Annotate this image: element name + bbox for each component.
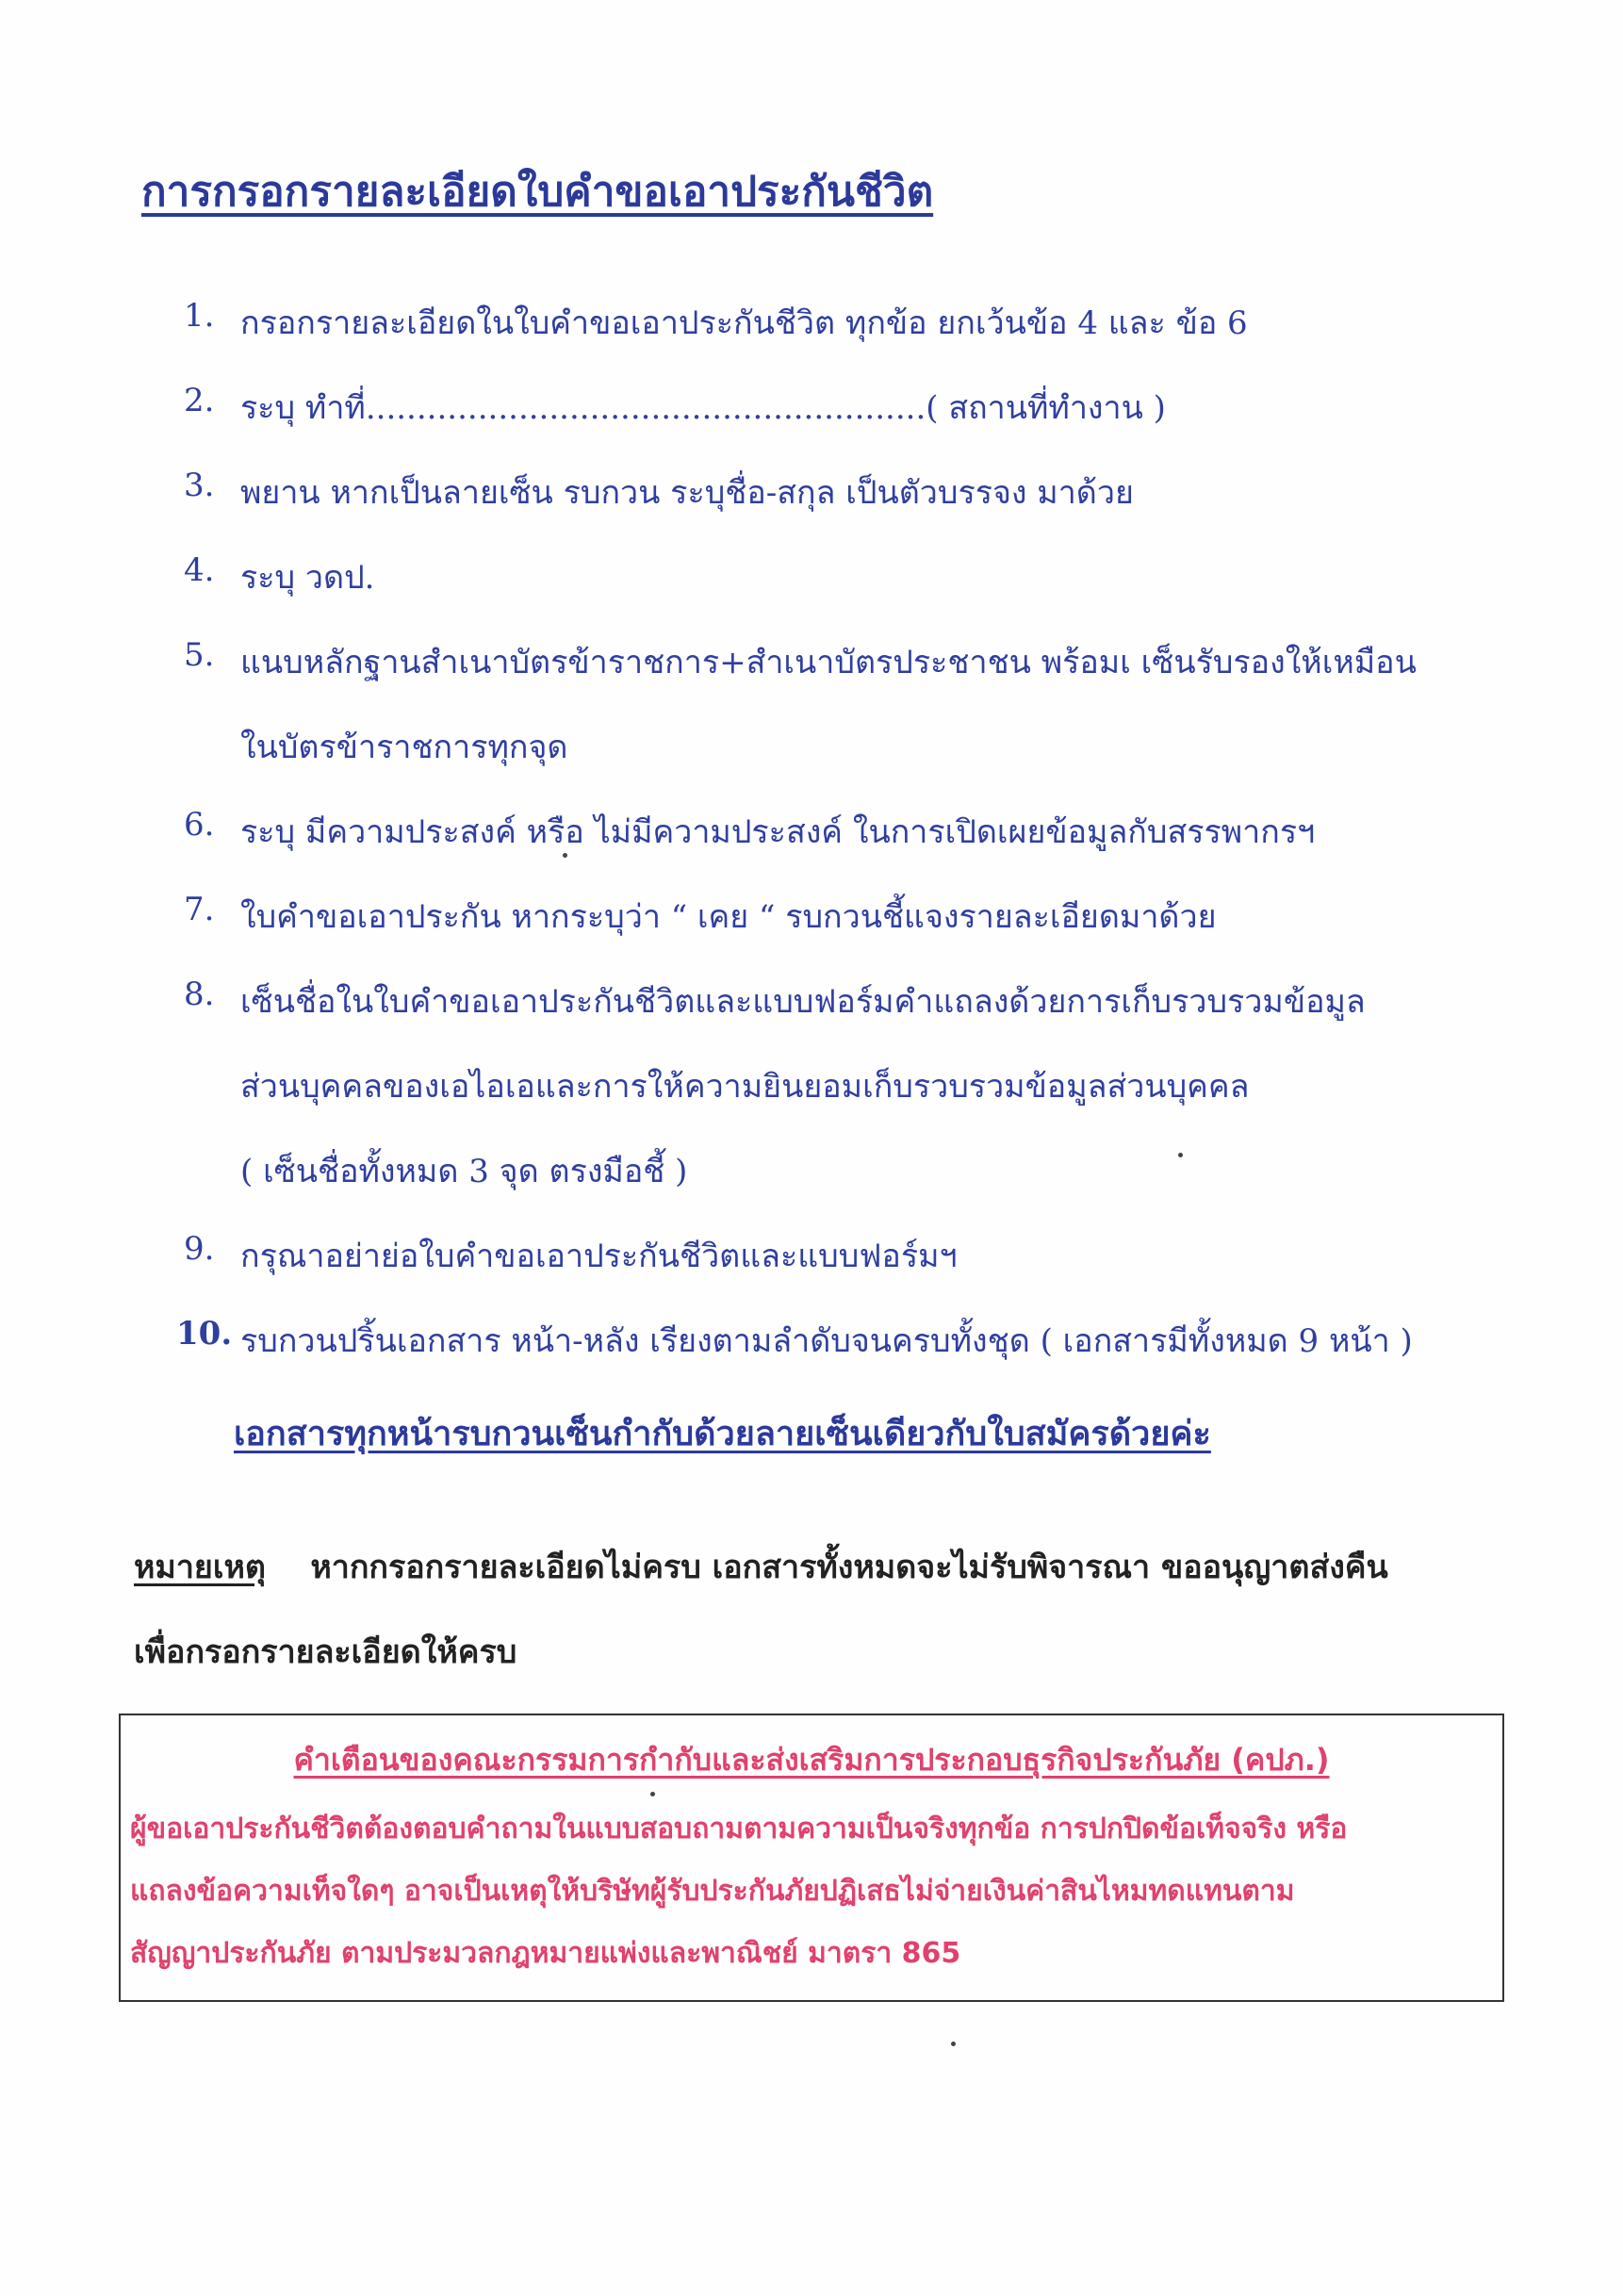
instruction-number: 9. bbox=[184, 1230, 215, 1268]
warning-line: ผู้ขอเอาประกันชีวิตต้องตอบคำถามในแบบสอบถามตามความเป็นจริงทุกข้อ การปกปิดข้อเท็จจริง หรือ bbox=[130, 1812, 1348, 1845]
remark-block bbox=[134, 1525, 1510, 1695]
remark-text-continued: เพื่อกรอกรายละเอียดให้ครบ bbox=[134, 1633, 517, 1671]
instruction-item bbox=[184, 467, 1522, 551]
warning-title: คำเตือนของคณะกรรมการกำกับและส่งเสริมการประกอบธุรกิจประกันภัย (คปภ.) bbox=[293, 1742, 1330, 1778]
remark-line bbox=[134, 1525, 1510, 1610]
instruction-number: 2. bbox=[184, 382, 215, 419]
scan-speck bbox=[563, 853, 567, 858]
warning-line: แถลงข้อความเท็จใดๆ อาจเป็นเหตุให้บริษัทผู้รับประกันภัยปฏิเสธไม่จ่ายเงินค่าสินไหมทดแทนตาม bbox=[130, 1875, 1295, 1908]
document-title: การกรอกรายละเอียดใบคำขอเอาประกันชีวิต bbox=[141, 168, 934, 216]
warning-body bbox=[130, 1798, 1497, 1985]
instruction-number: 10. bbox=[176, 1315, 233, 1353]
scan-speck bbox=[951, 2042, 956, 2046]
instruction-text-continued: ( เซ็นชื่อทั้งหมด 3 จุด ตรงมือชี้ ) bbox=[240, 1153, 688, 1190]
instruction-text-continued: ในบัตรข้าราชการทุกจุด bbox=[240, 729, 568, 766]
instruction-text: เซ็นชื่อในใบคำขอเอาประกันชีวิตและแบบฟอร์มคำแถลงด้วยการเก็บรวบรวมข้อมูล bbox=[240, 983, 1366, 1021]
instruction-item bbox=[184, 636, 1522, 806]
instruction-text: รบกวนปริ้นเอกสาร หน้า-หลัง เรียงตามลำดับจนครบทั้งชุด ( เอกสารมีทั้งหมด 9 หน้า ) bbox=[240, 1322, 1413, 1360]
instruction-text-continued: ส่วนบุคคลของเอไอเอและการให้ความยินยอมเก็บรวบรวมข้อมูลส่วนบุคคล bbox=[240, 1068, 1250, 1106]
instruction-item bbox=[184, 382, 1522, 467]
instruction-number: 5. bbox=[184, 636, 215, 674]
instruction-text: กรอกรายละเอียดในใบคำขอเอาประกันชีวิต ทุกข้อ ยกเว้นข้อ 4 และ ข้อ 6 bbox=[240, 304, 1248, 342]
instruction-item bbox=[184, 976, 1522, 1230]
instruction-number: 8. bbox=[184, 976, 215, 1013]
scan-speck bbox=[650, 1792, 655, 1796]
instruction-text: กรุณาอย่าย่อใบคำขอเอาประกันชีวิตและแบบฟอร์มฯ bbox=[240, 1238, 958, 1275]
remark-label: หมายเหตุ bbox=[134, 1549, 266, 1586]
instruction-list bbox=[176, 297, 1522, 1400]
instruction-number: 7. bbox=[184, 891, 215, 928]
instruction-text: ใบคำขอเอาประกัน หากระบุว่า “ เคย “ รบกวนชี้แจงรายละเอียดมาด้วย bbox=[240, 898, 1217, 936]
instruction-text: ระบุ มีความประสงค์ หรือ ไม่มีความประสงค์ ในการเปิดเผยข้อมูลกับสรรพากรฯ bbox=[240, 813, 1316, 851]
warning-line: สัญญาประกันภัย ตามประมวลกฎหมายแพ่งและพาณิชย์ มาตรา 865 bbox=[130, 1937, 961, 1970]
instruction-item bbox=[184, 297, 1522, 382]
instruction-text: ระบุ ทำที่.......................................................( สถานที่ทำงาน ) bbox=[240, 389, 1166, 427]
instruction-item bbox=[184, 551, 1522, 636]
instruction-text: ระบุ วดป. bbox=[240, 559, 375, 597]
scan-speck bbox=[1178, 1153, 1183, 1157]
instruction-number: 4. bbox=[184, 551, 215, 589]
instruction-text: พยาน หากเป็นลายเซ็น รบกวน ระบุชื่อ-สกุล เป็นตัวบรรจง มาด้วย bbox=[240, 474, 1134, 512]
instruction-item bbox=[184, 891, 1522, 976]
instruction-item bbox=[176, 1315, 1522, 1400]
instruction-number: 3. bbox=[184, 467, 215, 504]
remark-text: หากกรอกรายละเอียดไม่ครบ เอกสารทั้งหมดจะไม่รับพิจารณา ขออนุญาตส่งคืน bbox=[310, 1549, 1388, 1586]
instruction-number: 6. bbox=[184, 806, 215, 844]
oic-warning-box bbox=[119, 1714, 1504, 2002]
signature-emphasis-note: เอกสารทุกหน้ารบกวนเซ็นกำกับด้วยลายเซ็นเดียวกับใบสมัครด้วยค่ะ bbox=[234, 1415, 1211, 1453]
instruction-item bbox=[184, 1230, 1522, 1315]
instruction-item bbox=[184, 806, 1522, 891]
instruction-text: แนบหลักฐานสำเนาบัตรข้าราชการ+สำเนาบัตรประชาชน พร้อมเ เซ็นรับรองให้เหมือน bbox=[240, 644, 1417, 681]
instruction-number: 1. bbox=[184, 297, 215, 335]
